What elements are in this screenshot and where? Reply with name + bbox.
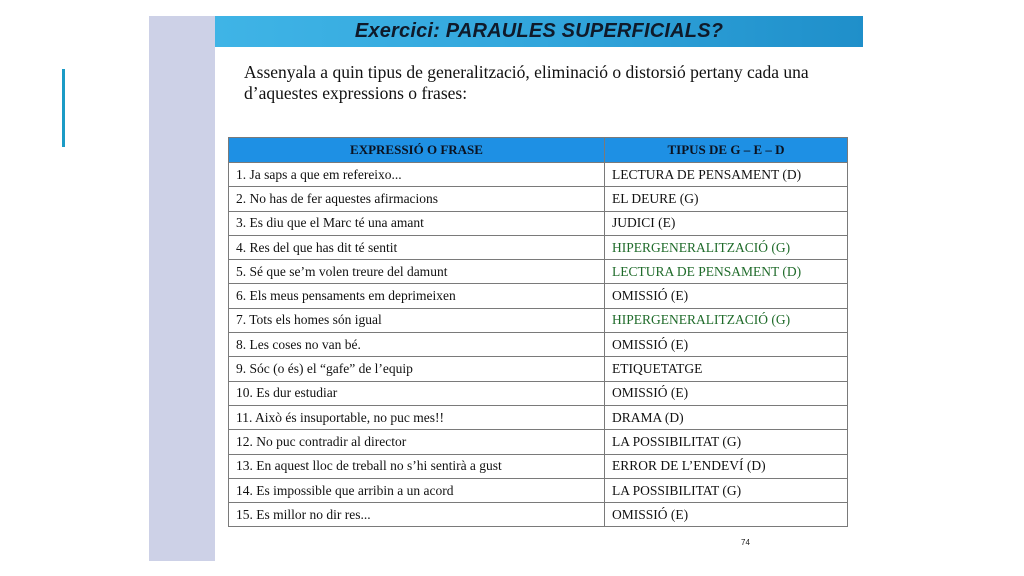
table-body xyxy=(229,163,848,527)
type-cell: ETIQUETATGE xyxy=(605,357,848,381)
accent-line xyxy=(62,69,65,147)
type-cell: OMISSIÓ (E) xyxy=(605,381,848,405)
table-row xyxy=(229,454,848,478)
table-row xyxy=(229,478,848,502)
type-cell: EL DEURE (G) xyxy=(605,187,848,211)
type-cell: ERROR DE L’ENDEVÍ (D) xyxy=(605,454,848,478)
expression-cell: 2. No has de fer aquestes afirmacions xyxy=(229,187,605,211)
expression-cell: 15. Es millor no dir res... xyxy=(229,503,605,527)
type-cell: HIPERGENERALITZACIÓ (G) xyxy=(605,308,848,332)
title-bar xyxy=(215,16,863,47)
expression-cell: 6. Els meus pensaments em deprimeixen xyxy=(229,284,605,308)
left-decorative-band xyxy=(149,16,215,561)
exercise-table xyxy=(228,137,848,527)
type-cell: LA POSSIBILITAT (G) xyxy=(605,478,848,502)
type-cell: LECTURA DE PENSAMENT (D) xyxy=(605,163,848,187)
expression-cell: 13. En aquest lloc de treball no s’hi sentirà a gust xyxy=(229,454,605,478)
table-row xyxy=(229,211,848,235)
expression-cell: 10. Es dur estudiar xyxy=(229,381,605,405)
expression-cell: 12. No puc contradir al director xyxy=(229,430,605,454)
expression-cell: 11. Això és insuportable, no puc mes!! xyxy=(229,405,605,429)
table-row xyxy=(229,430,848,454)
expression-cell: 14. Es impossible que arribin a un acord xyxy=(229,478,605,502)
table-row xyxy=(229,284,848,308)
expression-cell: 3. Es diu que el Marc té una amant xyxy=(229,211,605,235)
page-number: 74 xyxy=(741,538,750,547)
expression-cell: 5. Sé que se’m volen treure del damunt xyxy=(229,260,605,284)
instructions-text: Assenyala a quin tipus de generalització, eliminació o distorsió pertany cada una d’aquestes expressions o frases: xyxy=(244,62,809,103)
table-row xyxy=(229,260,848,284)
type-cell: LA POSSIBILITAT (G) xyxy=(605,430,848,454)
type-cell: DRAMA (D) xyxy=(605,405,848,429)
expression-cell: 9. Sóc (o és) el “gafe” de l’equip xyxy=(229,357,605,381)
type-cell: OMISSIÓ (E) xyxy=(605,284,848,308)
table-row xyxy=(229,235,848,259)
expression-cell: 8. Les coses no van bé. xyxy=(229,333,605,357)
expression-cell: 1. Ja saps a que em refereixo... xyxy=(229,163,605,187)
table-row xyxy=(229,308,848,332)
header-type: TIPUS DE G – E – D xyxy=(605,138,848,163)
table-row xyxy=(229,381,848,405)
table-row xyxy=(229,187,848,211)
expression-cell: 7. Tots els homes són igual xyxy=(229,308,605,332)
table-row xyxy=(229,357,848,381)
table-row xyxy=(229,163,848,187)
table-header-row xyxy=(229,138,848,163)
table-row xyxy=(229,405,848,429)
type-cell: OMISSIÓ (E) xyxy=(605,333,848,357)
type-cell: OMISSIÓ (E) xyxy=(605,503,848,527)
expression-cell: 4. Res del que has dit té sentit xyxy=(229,235,605,259)
type-cell: LECTURA DE PENSAMENT (D) xyxy=(605,260,848,284)
table-row xyxy=(229,333,848,357)
slide-title: Exercici: PARAULES SUPERFICIALS? xyxy=(354,20,724,42)
exercise-table-container xyxy=(228,137,848,527)
type-cell: JUDICI (E) xyxy=(605,211,848,235)
type-cell: HIPERGENERALITZACIÓ (G) xyxy=(605,235,848,259)
table-row xyxy=(229,503,848,527)
header-expression: EXPRESSIÓ O FRASE xyxy=(229,138,605,163)
